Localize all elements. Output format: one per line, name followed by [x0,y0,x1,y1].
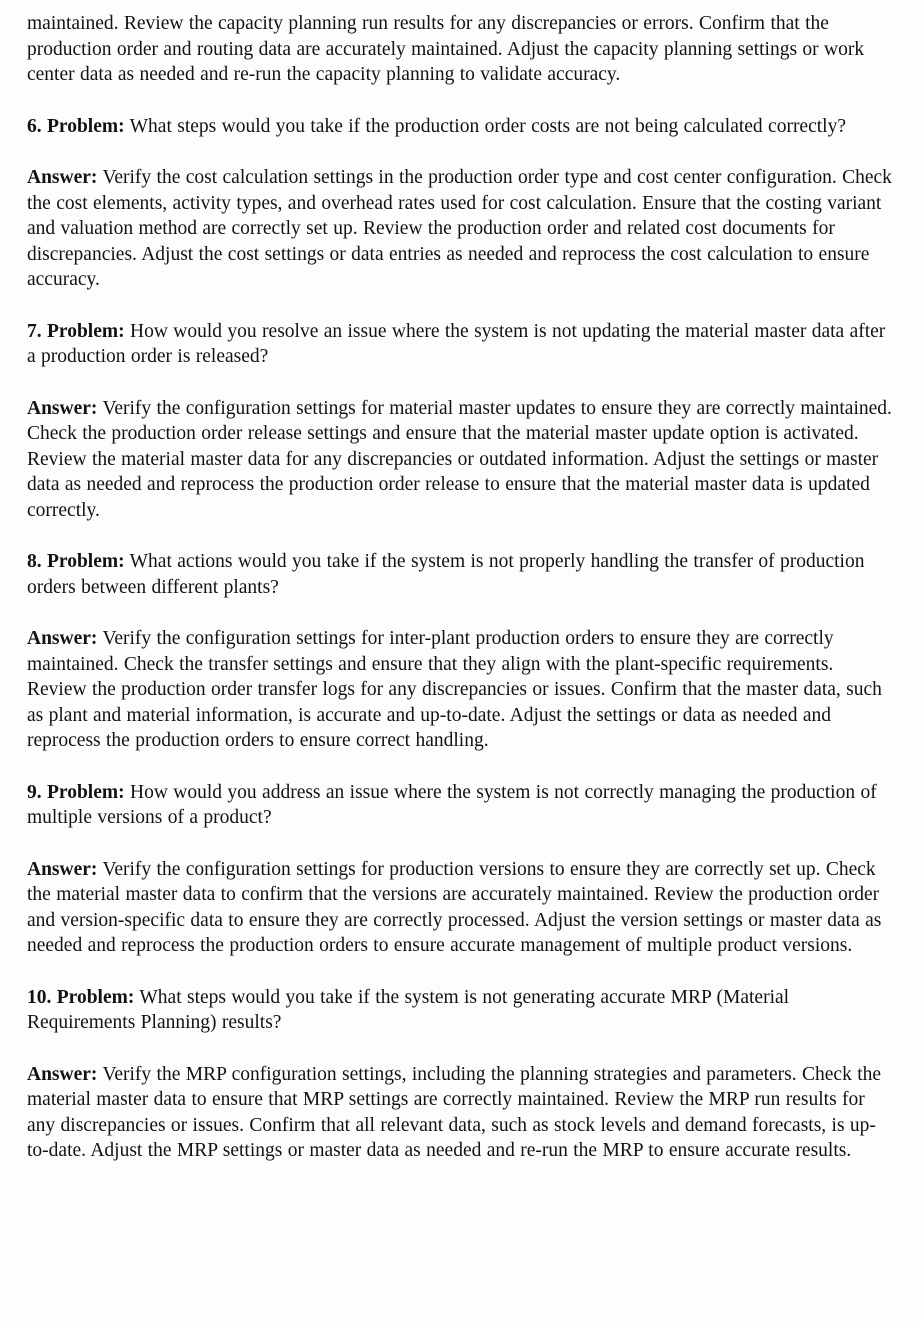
answer-9-text: Verify the configuration settings for production versions to ensure they are correctly set up. Check the material master data to confirm that the versions are accurately maintained. Review the production order and version-specific data to ensure they are correctly processed. Adjust the version settings or master data as needed and reprocess the production orders to ensure accurate management of multiple product versions. [27,858,882,956]
problem-7-paragraph [27,319,894,370]
answer-7-label: Answer: [27,397,98,419]
problem-10-paragraph [27,985,894,1036]
problem-9-text: How would you address an issue where the system is not correctly managing the production of multiple versions of a product? [27,781,877,828]
problem-9-label: 9. Problem: [27,781,125,803]
problem-9-paragraph [27,780,894,831]
answer-7-paragraph [27,396,894,524]
answer-7-text: Verify the configuration settings for material master updates to ensure they are correctly maintained. Check the production order release settings and ensure that the material master update option is activated. Review the material master data for any discrepancies or outdated information. Adjust the settings or master data as needed and reprocess the production order release to ensure that the material master data is updated correctly. [27,397,892,521]
answer-10-text: Verify the MRP configuration settings, including the planning strategies and parameters. Check the material master data to ensure that MRP settings are correctly maintained. Review the MRP run results for any discrepancies or issues. Confirm that all relevant data, such as stock levels and demand forecasts, is up-to-date. Adjust the MRP settings or master data as needed and re-run the MRP to ensure accurate results. [27,1063,882,1161]
intro-paragraph: maintained. Review the capacity planning run results for any discrepancies or errors. Confirm that the production order and routing data are accurately maintained. Adjust the capacity planning settings or work center data as needed and re-run the capacity planning to validate accuracy. [27,13,865,85]
answer-9-label: Answer: [27,858,98,880]
problem-6-text: What steps would you take if the production order costs are not being calculated correctly? [129,115,846,137]
problem-8-text: What actions would you take if the system is not properly handling the transfer of production orders between different plants? [27,551,865,598]
problem-6-paragraph [27,114,894,140]
problem-8-paragraph [27,549,894,600]
answer-8-label: Answer: [27,628,98,649]
answer-8-paragraph [27,626,894,754]
problem-7-label: 7. Problem: [27,320,125,342]
problem-7-text: How would you resolve an issue where the system is not updating the material master data after a production order is released? [27,320,886,367]
answer-6-text: Verify the cost calculation settings in the production order type and cost center configuration. Check the cost elements, activity types, and overhead rates used for cost calculation. Ensure that the costing variant and valuation method are correctly set up. Review the production order and related cost documents for discrepancies. Adjust the cost settings or data entries as needed and reprocess the cost calculation to ensure accuracy. [27,167,892,290]
answer-10-paragraph [27,1062,894,1164]
answer-9-paragraph [27,857,894,959]
answer-6-paragraph [27,165,894,293]
problem-10-label: 10. Problem: [27,986,135,1008]
problem-10-text: What steps would you take if the system is not generating accurate MRP (Material Requirements Planning) results? [27,986,790,1033]
problem-6-label: 6. Problem: [27,115,125,137]
problem-8-label: 8. Problem: [27,551,125,572]
answer-10-label: Answer: [27,1063,98,1085]
answer-8-text: Verify the configuration settings for inter-plant production orders to ensure they are correctly maintained. Check the transfer settings and ensure that they align with the plant-specific requirements. Review the production order transfer logs for any discrepancies or issues. Confirm that the master data, such as plant and material information, is accurate and up-to-date. Adjust the settings or data as needed and reprocess the production orders to ensure correct handling. [27,628,882,751]
answer-6-label: Answer: [27,167,98,188]
